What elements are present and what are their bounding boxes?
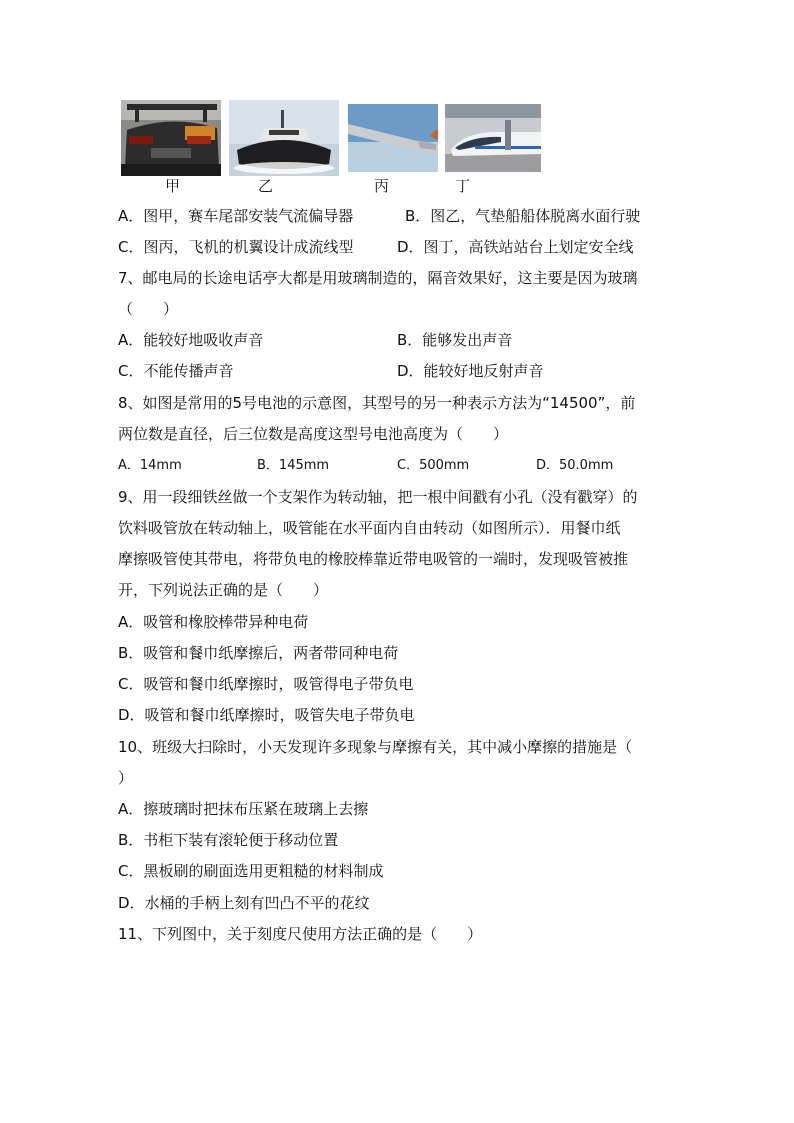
q8-option-a: A．14mm: [118, 458, 182, 473]
q9-stem-cont-3: 开，下列说法正确的是（ ）: [118, 581, 329, 599]
q6-option-d: D．图丁，高铁站站台上划定安全线: [397, 238, 634, 256]
q10-option-a: A．擦玻璃时把抹布压紧在玻璃上去擦: [118, 800, 369, 818]
airplane-wing-image: [348, 104, 438, 172]
q9-option-d: D．吸管和餐巾纸摩擦时，吸管失电子带负电: [118, 706, 415, 724]
caption-jia: 甲: [165, 177, 181, 195]
q10-option-b: B．书柜下装有滚轮便于移动位置: [118, 831, 339, 849]
q8-stem: 8、如图是常用的5号电池的示意图，其型号的另一种表示方法为“14500”，前: [118, 394, 636, 412]
q10-stem: 10、班级大扫除时，小天发现许多现象与摩擦有关，其中减小摩擦的措施是（: [118, 738, 633, 756]
q8-option-b: B．145mm: [257, 458, 330, 473]
q9-stem: 9、用一段细铁丝做一个支架作为转动轴，把一根中间戳有小孔（没有戳穿）的: [118, 488, 638, 506]
q7-stem-cont: （ ）: [118, 300, 179, 318]
q7-option-c: C．不能传播声音: [118, 362, 234, 380]
q9-option-a: A．吸管和橡胶棒带异种电荷: [118, 613, 309, 631]
q9-stem-cont-1: 饮料吸管放在转动轴上，吸管能在水平面内自由转动（如图所示）．用餐巾纸: [118, 519, 621, 537]
caption-ding: 丁: [455, 177, 471, 195]
q9-option-b: B．吸管和餐巾纸摩擦后，两者带同种电荷: [118, 644, 399, 662]
q9-option-c: C．吸管和餐巾纸摩擦时，吸管得电子带负电: [118, 675, 414, 693]
q7-option-a: A．能较好地吸收声音: [118, 331, 264, 349]
q7-option-b: B．能够发出声音: [397, 331, 513, 349]
high-speed-train-image: [445, 104, 541, 172]
q8-option-d: D．50.0mm: [536, 458, 614, 473]
caption-yi: 乙: [258, 177, 274, 195]
q9-stem-cont-2: 摩擦吸管使其带电，将带负电的橡胶棒靠近带电吸管的一端时，发现吸管被推: [118, 550, 629, 568]
q6-option-b: B．图乙，气垫船船体脱离水面行驶: [405, 207, 641, 225]
q11-stem: 11、下列图中，关于刻度尺使用方法正确的是（ ）: [118, 925, 483, 943]
q8-stem-cont: 两位数是直径，后三位数是高度这型号电池高度为（ ）: [118, 425, 509, 443]
hovercraft-image: [229, 100, 339, 176]
q8-option-c: C．500mm: [397, 458, 470, 473]
q6-option-a: A．图甲，赛车尾部安装气流偏导器: [118, 207, 354, 225]
q7-option-d: D．能较好地反射声音: [397, 362, 544, 380]
q6-option-c: C．图丙，飞机的机翼设计成流线型: [118, 238, 354, 256]
caption-bing: 丙: [374, 177, 390, 195]
racing-car-image: [121, 100, 221, 176]
q10-option-d: D．水桶的手柄上刻有凹凸不平的花纹: [118, 894, 370, 912]
q10-option-c: C．黑板刷的刷面选用更粗糙的材料制成: [118, 862, 384, 880]
q10-stem-cont: ）: [118, 769, 134, 787]
q7-stem: 7、邮电局的长途电话亭大都是用玻璃制造的，隔音效果好，这主要是因为玻璃: [118, 269, 638, 287]
